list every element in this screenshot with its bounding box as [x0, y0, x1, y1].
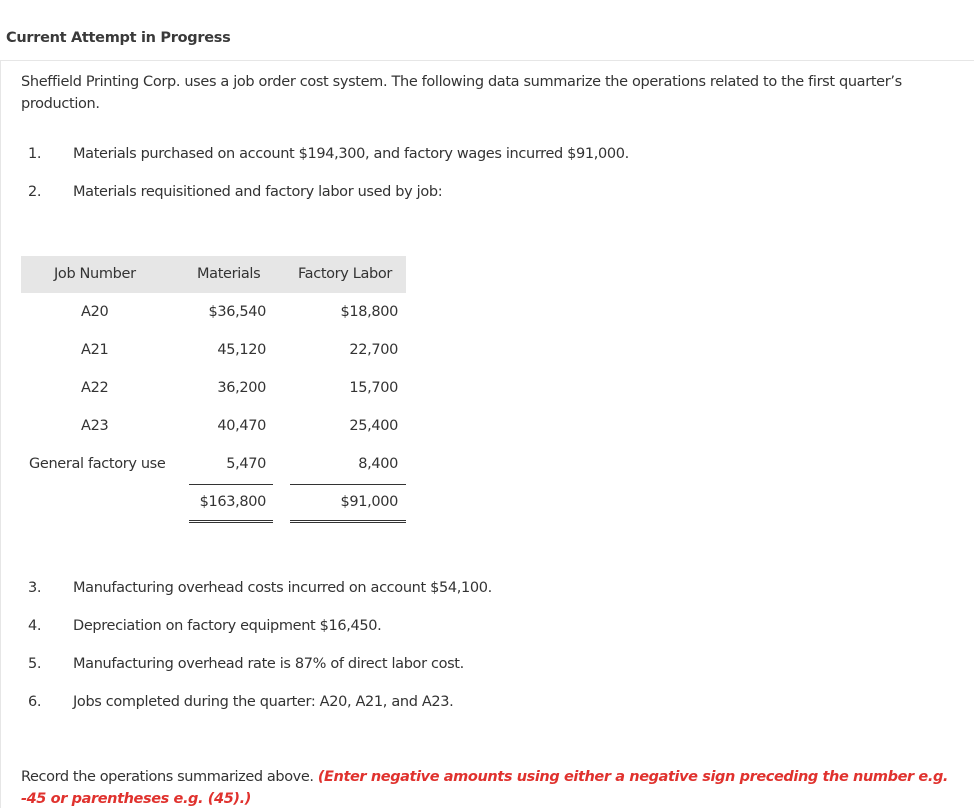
list-item-number: 6.: [28, 694, 42, 710]
labor-total-double-rule: [290, 520, 406, 523]
cell-materials: 5,470: [226, 456, 266, 472]
panel-top-border: [0, 60, 974, 61]
instruction-note: (Enter negative amounts using either a negative sign preceding the number e.g. -45 or parentheses e.g. (45).): [21, 769, 949, 807]
cell-labor: $18,800: [340, 304, 398, 320]
cell-materials: $36,540: [208, 304, 266, 320]
cell-materials: 36,200: [217, 380, 266, 396]
table-row: [21, 380, 406, 418]
cell-labor: 8,400: [358, 456, 398, 472]
cell-job: A22: [81, 380, 109, 396]
table-row: [21, 418, 406, 456]
attempt-status: Current Attempt in Progress: [6, 30, 231, 46]
cell-labor: 25,400: [349, 418, 398, 434]
cell-job: A23: [81, 418, 109, 434]
header-factory-labor: Factory Labor: [298, 266, 393, 282]
table-row: [21, 456, 406, 494]
cell-materials: 45,120: [217, 342, 266, 358]
list-item-number: 2.: [28, 184, 42, 200]
list-item-text: Materials purchased on account $194,300, and factory wages incurred $91,000.: [73, 146, 629, 162]
problem-intro: Sheffield Printing Corp. uses a job order cost system. The following data summarize the operations related to the first quarter’s production.: [21, 74, 902, 112]
list-item-text: Manufacturing overhead rate is 87% of direct labor cost.: [73, 656, 464, 672]
header-job-number: Job Number: [54, 266, 136, 282]
table-row: [21, 304, 406, 342]
list-item-text: Depreciation on factory equipment $16,450.: [73, 618, 382, 634]
cell-materials: 40,470: [217, 418, 266, 434]
total-labor: $91,000: [340, 494, 398, 510]
totals-row: [21, 494, 406, 532]
labor-subtotal-rule: [290, 484, 406, 485]
instruction-main: Record the operations summarized above.: [21, 769, 314, 785]
list-item-text: Materials requisitioned and factory labor used by job:: [73, 184, 443, 200]
materials-total-double-rule: [189, 520, 273, 523]
cell-labor: 22,700: [349, 342, 398, 358]
instruction-text: [21, 766, 961, 810]
list-item-text: Jobs completed during the quarter: A20, A21, and A23.: [73, 694, 454, 710]
materials-subtotal-rule: [189, 484, 273, 485]
list-item-number: 4.: [28, 618, 42, 634]
total-materials: $163,800: [199, 494, 266, 510]
list-item-text: Manufacturing overhead costs incurred on account $54,100.: [73, 580, 492, 596]
panel-left-border: [0, 60, 1, 808]
list-item-number: 5.: [28, 656, 42, 672]
table-header: [21, 256, 406, 293]
header-materials: Materials: [197, 266, 261, 282]
cell-job: A21: [81, 342, 109, 358]
cell-job: A20: [81, 304, 109, 320]
table-row: [21, 342, 406, 380]
list-item-number: 1.: [28, 146, 42, 162]
list-item-number: 3.: [28, 580, 42, 596]
cell-job: General factory use: [29, 456, 166, 472]
cell-labor: 15,700: [349, 380, 398, 396]
